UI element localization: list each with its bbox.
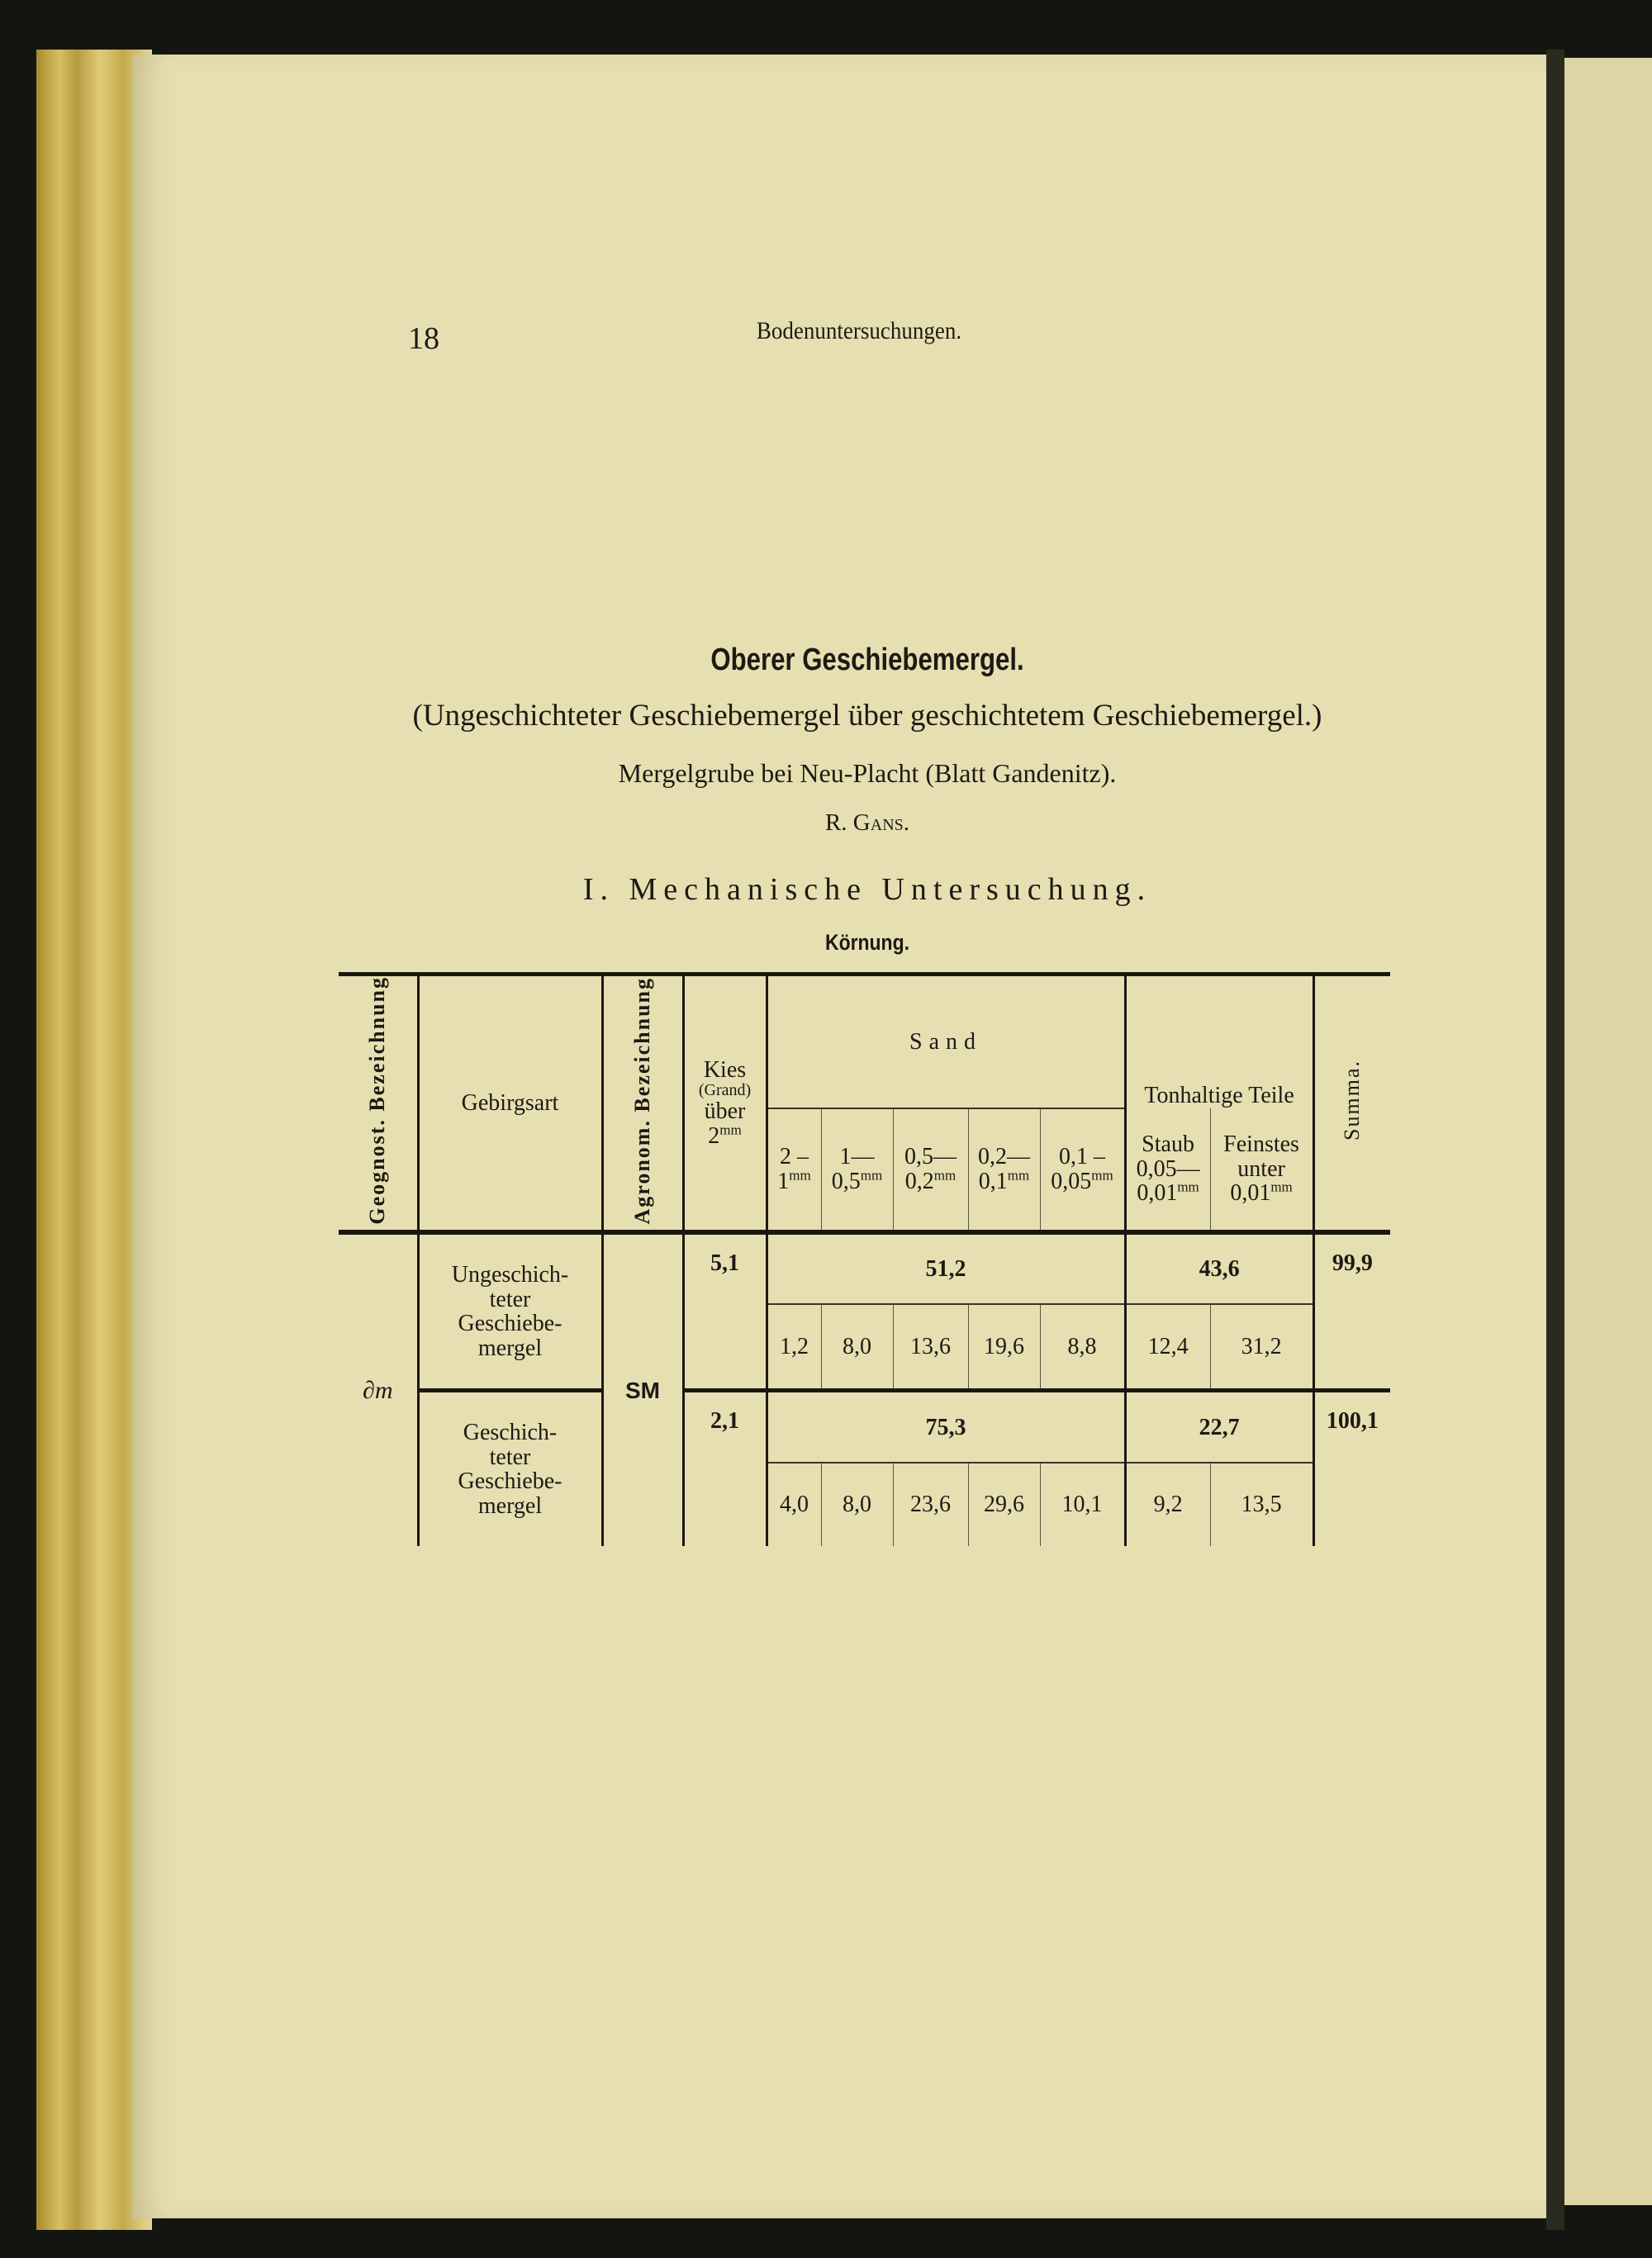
header-kies xyxy=(683,975,767,1232)
header-staub xyxy=(1125,1108,1210,1232)
fraction-from: 0,2— xyxy=(978,1144,1030,1170)
ton-total: 22,7 xyxy=(1125,1391,1313,1463)
header-agronom-text: Agronom. Bezeichnung xyxy=(629,976,654,1225)
sand-fraction-value: 8,8 xyxy=(1040,1304,1125,1391)
geognost-value: ∂m xyxy=(339,1232,418,1546)
header-agronom xyxy=(602,975,683,1232)
facing-page xyxy=(1564,58,1652,2205)
staub-value: 9,2 xyxy=(1125,1463,1210,1546)
fraction-unit: mm xyxy=(1007,1167,1030,1184)
kies-size: 2 xyxy=(708,1122,720,1149)
header-gebirgsart: Gebirgsart xyxy=(418,975,602,1232)
fraction-from: 1— xyxy=(839,1144,875,1170)
fraction-to: 0,1 xyxy=(978,1168,1008,1194)
staub-label: Staub xyxy=(1142,1131,1194,1158)
book-gutter xyxy=(1546,50,1564,2230)
header-sand-fraction xyxy=(821,1108,893,1232)
sand-fraction-value: 4,0 xyxy=(767,1463,821,1546)
sand-fraction-value: 10,1 xyxy=(1040,1463,1125,1546)
header-sand-fraction xyxy=(767,1108,821,1232)
ueber-label: über xyxy=(704,1098,746,1125)
fraction-unit: mm xyxy=(1091,1167,1113,1184)
location: Mergelgrube bei Neu-Placht (Blatt Gandenitz). xyxy=(618,758,1117,788)
ton-total: 43,6 xyxy=(1125,1232,1313,1304)
staub-size: 0,01 xyxy=(1137,1180,1178,1207)
header-geognost-text: Geognost. Bezeichnung xyxy=(364,976,389,1225)
staub-unit: mm xyxy=(1177,1179,1199,1195)
header-summa xyxy=(1313,975,1390,1232)
fraction-to: 1 xyxy=(777,1168,790,1194)
fraction-from: 2 – xyxy=(780,1144,809,1170)
agronom-value: SM xyxy=(602,1232,683,1546)
grand-label: (Grand) xyxy=(698,1081,752,1100)
header-sand: Sand xyxy=(767,975,1125,1108)
header-summa-text: Summa. xyxy=(1340,1060,1365,1141)
fraction-to: 0,05 xyxy=(1051,1168,1092,1194)
fraction-unit: mm xyxy=(789,1167,811,1184)
staub-range: 0,05— xyxy=(1136,1155,1200,1182)
feinstes-unit: mm xyxy=(1270,1179,1293,1195)
feinstes-value: 13,5 xyxy=(1210,1463,1313,1546)
feinstes-range: unter xyxy=(1237,1155,1285,1182)
kies-value: 2,1 xyxy=(683,1391,767,1546)
table-title: Körnung. xyxy=(825,930,909,955)
running-head: Bodenuntersuchungen. xyxy=(756,317,962,344)
sand-fraction-value: 1,2 xyxy=(767,1304,821,1391)
header-sand-fraction xyxy=(1040,1108,1125,1232)
feinstes-value: 31,2 xyxy=(1210,1304,1313,1391)
sand-fraction-value: 19,6 xyxy=(968,1304,1040,1391)
sand-fraction-value: 8,0 xyxy=(821,1463,893,1546)
kies-label: Kies xyxy=(703,1056,747,1083)
gebirgsart-text: Geschich-teter Geschiebe-mergel xyxy=(458,1420,563,1519)
fraction-to: 0,5 xyxy=(831,1168,861,1194)
header-geognost xyxy=(339,975,418,1232)
fraction-from: 0,1 – xyxy=(1059,1144,1106,1170)
summa-value: 99,9 xyxy=(1313,1232,1390,1391)
feinstes-label: Feinstes xyxy=(1223,1131,1299,1158)
grain-size-table xyxy=(339,972,1390,1546)
sand-total: 75,3 xyxy=(767,1391,1125,1463)
fraction-unit: mm xyxy=(860,1167,883,1184)
fraction-unit: mm xyxy=(933,1167,957,1184)
header-sand-fraction xyxy=(968,1108,1040,1232)
sand-fraction-value: 13,6 xyxy=(893,1304,968,1391)
header-tonhaltige: Tonhaltige Teile xyxy=(1125,975,1313,1108)
section-heading: I. Mechanische Untersuchung. xyxy=(582,872,1152,907)
sand-fraction-value: 23,6 xyxy=(893,1463,968,1546)
sand-fraction-value: 8,0 xyxy=(821,1304,893,1391)
page-number: 18 xyxy=(408,321,439,356)
fraction-from: 0,5— xyxy=(904,1144,957,1170)
subtitle: (Ungeschichteter Geschiebemergel über geschichtetem Geschiebemergel.) xyxy=(412,699,1322,733)
sand-fraction-value: 29,6 xyxy=(968,1463,1040,1546)
sand-total: 51,2 xyxy=(767,1232,1125,1304)
header-feinstes xyxy=(1210,1108,1313,1232)
header-sand-fraction xyxy=(893,1108,968,1232)
gebirgsart-text: Ungeschich-teter Geschiebe-mergel xyxy=(451,1262,569,1361)
kies-unit: mm xyxy=(719,1122,742,1138)
staub-value: 12,4 xyxy=(1125,1304,1210,1391)
kies-value: 5,1 xyxy=(683,1232,767,1391)
fraction-to: 0,2 xyxy=(904,1168,934,1194)
title: Oberer Geschiebemergel. xyxy=(710,643,1024,677)
author: R. Gans. xyxy=(824,809,910,836)
gebirgsart-cell xyxy=(418,1232,602,1391)
gebirgsart-cell xyxy=(418,1391,602,1546)
summa-value: 100,1 xyxy=(1326,1408,1379,1435)
feinstes-size: 0,01 xyxy=(1230,1180,1271,1207)
